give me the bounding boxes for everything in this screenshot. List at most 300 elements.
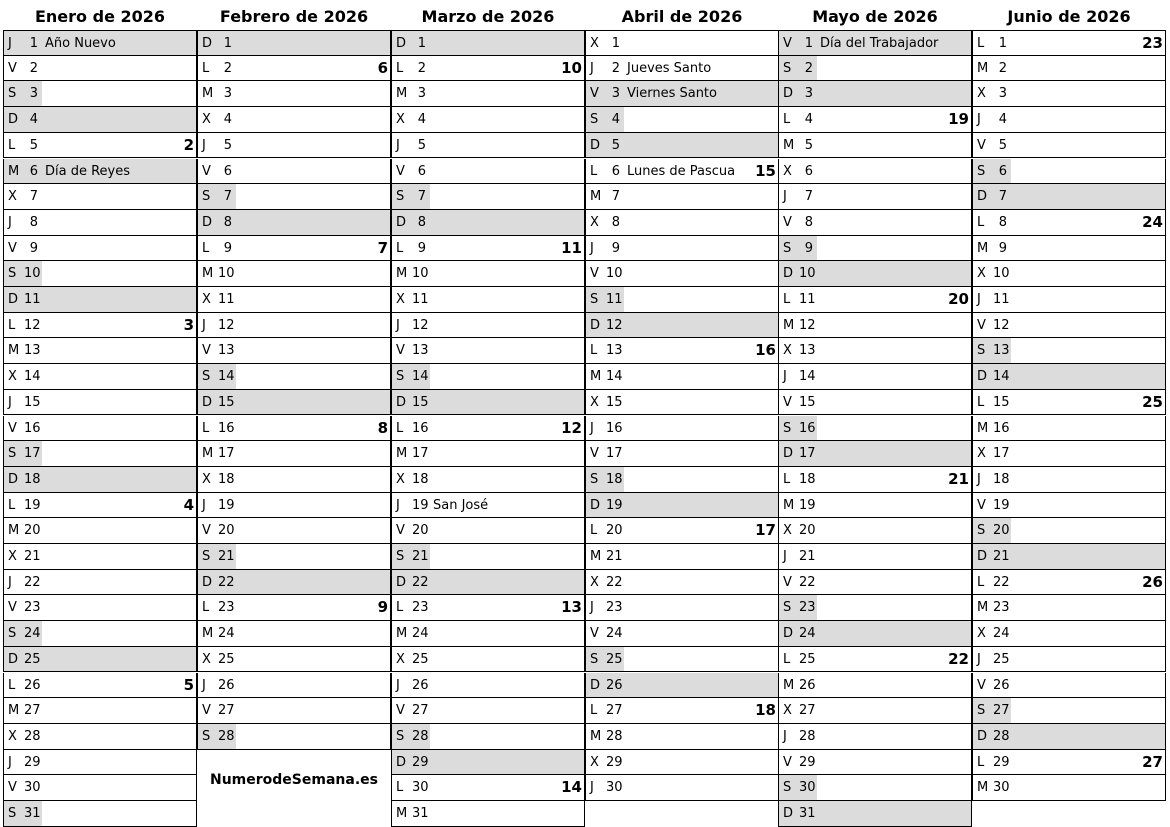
weekday-letter: L xyxy=(8,497,16,513)
day-number: 24 xyxy=(993,626,1010,642)
day-number: 31 xyxy=(799,806,816,821)
weekday-letter: V xyxy=(8,240,17,256)
day-number: 20 xyxy=(799,523,816,539)
day-row xyxy=(391,30,585,56)
day-row xyxy=(197,595,391,621)
month-column xyxy=(391,0,585,827)
day-number: 5 xyxy=(29,137,38,153)
day-number: 25 xyxy=(606,651,623,667)
day-row xyxy=(391,493,585,519)
day-number: 9 xyxy=(998,240,1007,256)
weekday-letter: M xyxy=(202,86,214,102)
day-number: 26 xyxy=(412,677,429,693)
day-number: 11 xyxy=(412,292,429,307)
weekday-letter: V xyxy=(977,317,986,333)
day-number: 2 xyxy=(998,60,1007,76)
weekday-letter: J xyxy=(977,292,981,307)
day-number: 14 xyxy=(993,369,1010,385)
week-number: 3 xyxy=(183,315,194,334)
day-row xyxy=(972,81,1166,107)
day-row xyxy=(585,159,779,185)
weekday-letter: V xyxy=(590,86,599,102)
day-row xyxy=(585,364,779,390)
day-row xyxy=(778,750,972,776)
weekday-letter: X xyxy=(590,754,599,770)
day-row xyxy=(778,261,972,287)
day-row xyxy=(3,493,197,519)
day-row xyxy=(778,338,972,364)
weekday-letter: D xyxy=(8,292,19,307)
weekday-letter: S xyxy=(977,523,986,539)
weekday-letter: V xyxy=(977,497,986,513)
day-row xyxy=(391,750,585,776)
day-number: 27 xyxy=(218,703,235,719)
day-number: 19 xyxy=(218,497,235,513)
day-row xyxy=(972,338,1166,364)
month-title: Marzo de 2026 xyxy=(421,7,555,26)
day-row xyxy=(778,107,972,133)
day-number: 15 xyxy=(799,394,816,410)
week-number: 8 xyxy=(377,418,388,437)
week-number: 19 xyxy=(948,110,969,129)
weekday-letter: X xyxy=(590,36,599,51)
day-row xyxy=(585,518,779,544)
day-number: 19 xyxy=(24,497,41,513)
day-row xyxy=(197,338,391,364)
weekday-letter: S xyxy=(590,292,599,307)
day-number: 22 xyxy=(799,574,816,590)
day-row xyxy=(3,338,197,364)
weekday-letter: J xyxy=(8,36,12,51)
day-number: 25 xyxy=(412,651,429,667)
day-row xyxy=(585,698,779,724)
day-number: 26 xyxy=(993,677,1010,693)
holiday-name: Jueves Santo xyxy=(627,60,712,76)
day-number: 19 xyxy=(606,497,623,513)
weekday-letter: L xyxy=(202,420,210,436)
day-row xyxy=(197,698,391,724)
day-number: 27 xyxy=(412,703,429,719)
day-row xyxy=(585,441,779,467)
day-number: 1 xyxy=(223,36,232,51)
day-number: 8 xyxy=(998,214,1007,230)
day-number: 23 xyxy=(799,600,816,616)
day-row xyxy=(391,236,585,262)
day-number: 21 xyxy=(412,549,429,564)
day-row xyxy=(972,775,1166,801)
day-number: 21 xyxy=(993,549,1010,564)
day-row xyxy=(972,107,1166,133)
day-row xyxy=(197,159,391,185)
weekday-letter: V xyxy=(202,703,211,719)
day-number: 23 xyxy=(412,600,429,616)
day-row xyxy=(391,595,585,621)
day-number: 1 xyxy=(998,36,1007,51)
day-number: 26 xyxy=(606,677,623,693)
weekday-letter: S xyxy=(977,343,986,359)
weekday-letter: M xyxy=(977,420,989,436)
weekday-letter: J xyxy=(783,369,787,385)
weekday-letter: X xyxy=(977,626,986,642)
month-column xyxy=(778,0,972,827)
day-number: 25 xyxy=(799,651,816,667)
day-row xyxy=(972,724,1166,750)
day-number: 17 xyxy=(412,446,429,462)
day-number: 1 xyxy=(611,36,620,51)
day-number: 4 xyxy=(611,112,620,128)
weekday-letter: V xyxy=(977,677,986,693)
day-number: 23 xyxy=(218,600,235,616)
week-number: 27 xyxy=(1142,752,1163,771)
week-number: 13 xyxy=(561,598,582,617)
day-number: 28 xyxy=(24,728,41,744)
day-number: 14 xyxy=(606,369,623,385)
weekday-letter: L xyxy=(977,394,985,410)
day-row xyxy=(585,416,779,442)
holiday-name: Día del Trabajador xyxy=(820,36,939,51)
day-number: 16 xyxy=(218,420,235,436)
weekday-letter: M xyxy=(783,497,795,513)
day-row xyxy=(972,647,1166,673)
holiday-name: Año Nuevo xyxy=(45,36,116,51)
day-number: 27 xyxy=(606,703,623,719)
day-row xyxy=(972,467,1166,493)
day-row xyxy=(972,56,1166,82)
day-number: 24 xyxy=(218,626,235,642)
day-number: 29 xyxy=(24,754,41,770)
day-row xyxy=(3,416,197,442)
day-number: 3 xyxy=(223,86,232,102)
weekday-letter: D xyxy=(396,394,407,410)
day-number: 13 xyxy=(24,343,41,359)
day-row xyxy=(197,544,391,570)
weekday-letter: J xyxy=(396,137,400,153)
day-number: 26 xyxy=(218,677,235,693)
day-row xyxy=(972,595,1166,621)
day-row xyxy=(972,313,1166,339)
weekday-letter: S xyxy=(590,471,599,487)
weekday-letter: M xyxy=(8,163,20,179)
day-number: 30 xyxy=(993,780,1010,796)
day-row xyxy=(585,107,779,133)
day-row xyxy=(585,81,779,107)
day-row xyxy=(778,673,972,699)
day-number: 25 xyxy=(218,651,235,667)
day-number: 4 xyxy=(804,112,813,128)
weekday-letter: X xyxy=(783,343,792,359)
day-number: 30 xyxy=(606,780,623,796)
day-number: 4 xyxy=(998,112,1007,128)
weekday-letter: L xyxy=(590,703,598,719)
week-number: 18 xyxy=(755,701,776,720)
weekday-letter: D xyxy=(396,574,407,590)
day-number: 17 xyxy=(24,446,41,462)
week-number: 26 xyxy=(1142,572,1163,591)
day-number: 17 xyxy=(606,446,623,462)
day-row xyxy=(3,595,197,621)
day-row xyxy=(391,184,585,210)
day-row xyxy=(778,184,972,210)
day-number: 5 xyxy=(998,137,1007,153)
day-number: 7 xyxy=(29,189,38,205)
day-number: 27 xyxy=(993,703,1010,719)
weekday-letter: L xyxy=(202,600,210,616)
weekday-letter: D xyxy=(977,189,988,205)
day-number: 30 xyxy=(24,780,41,796)
weekday-letter: V xyxy=(590,266,599,282)
day-number: 16 xyxy=(993,420,1010,436)
day-row xyxy=(778,441,972,467)
day-row xyxy=(3,570,197,596)
day-number: 28 xyxy=(606,728,623,744)
weekday-letter: J xyxy=(783,189,787,205)
weekday-letter: S xyxy=(783,420,792,436)
day-row xyxy=(585,673,779,699)
month-column xyxy=(197,0,391,827)
day-row xyxy=(3,159,197,185)
day-row xyxy=(197,673,391,699)
day-row xyxy=(197,184,391,210)
day-row xyxy=(3,441,197,467)
weekday-letter: S xyxy=(8,86,17,102)
day-number: 5 xyxy=(223,137,232,153)
weekday-letter: V xyxy=(783,574,792,590)
day-number: 14 xyxy=(218,369,235,385)
weekday-letter: S xyxy=(8,446,17,462)
day-number: 13 xyxy=(606,343,623,359)
day-number: 31 xyxy=(24,806,41,821)
week-number: 21 xyxy=(948,469,969,488)
weekday-letter: V xyxy=(202,163,211,179)
weekday-letter: X xyxy=(8,728,17,744)
day-row xyxy=(197,724,391,750)
day-row xyxy=(197,210,391,236)
day-row xyxy=(3,30,197,56)
weekday-letter: L xyxy=(590,343,598,359)
day-number: 10 xyxy=(218,266,235,282)
weekday-letter: L xyxy=(396,240,404,256)
day-number: 26 xyxy=(799,677,816,693)
day-number: 17 xyxy=(993,446,1010,462)
weekday-letter: S xyxy=(783,240,792,256)
weekday-letter: S xyxy=(396,549,405,564)
day-row xyxy=(3,698,197,724)
weekday-letter: D xyxy=(977,728,988,744)
day-row xyxy=(585,210,779,236)
day-number: 3 xyxy=(611,86,620,102)
day-number: 17 xyxy=(218,446,235,462)
day-number: 15 xyxy=(218,394,235,410)
day-number: 20 xyxy=(606,523,623,539)
day-row xyxy=(972,287,1166,313)
weekday-letter: D xyxy=(783,266,794,282)
day-row xyxy=(391,287,585,313)
day-row xyxy=(3,313,197,339)
weekday-letter: V xyxy=(396,343,405,359)
weekday-letter: J xyxy=(590,240,594,256)
day-row xyxy=(197,81,391,107)
day-number: 19 xyxy=(993,497,1010,513)
day-row xyxy=(972,390,1166,416)
day-number: 14 xyxy=(24,369,41,385)
day-number: 18 xyxy=(218,471,235,487)
day-row xyxy=(972,159,1166,185)
day-row xyxy=(197,570,391,596)
weekday-letter: D xyxy=(977,549,988,564)
day-number: 25 xyxy=(993,651,1010,667)
day-row xyxy=(3,81,197,107)
day-number: 2 xyxy=(804,60,813,76)
day-row xyxy=(585,647,779,673)
day-row xyxy=(972,544,1166,570)
day-row xyxy=(585,287,779,313)
month-title: Abril de 2026 xyxy=(621,7,743,26)
day-row xyxy=(197,621,391,647)
week-number: 7 xyxy=(377,238,388,257)
week-number: 23 xyxy=(1142,34,1163,52)
day-number: 16 xyxy=(412,420,429,436)
day-number: 23 xyxy=(993,600,1010,616)
day-number: 14 xyxy=(412,369,429,385)
weekday-letter: V xyxy=(783,394,792,410)
day-number: 3 xyxy=(998,86,1007,102)
day-row xyxy=(778,416,972,442)
day-row xyxy=(972,30,1166,56)
weekday-letter: M xyxy=(783,317,795,333)
day-number: 10 xyxy=(412,266,429,282)
week-number: 2 xyxy=(183,135,194,154)
day-row xyxy=(391,390,585,416)
day-row xyxy=(197,518,391,544)
day-number: 4 xyxy=(417,112,426,128)
day-row xyxy=(972,133,1166,159)
day-row xyxy=(778,236,972,262)
day-number: 20 xyxy=(993,523,1010,539)
weekday-letter: D xyxy=(202,574,213,590)
day-number: 18 xyxy=(799,471,816,487)
weekday-letter: L xyxy=(783,292,791,307)
weekday-letter: S xyxy=(202,369,211,385)
holiday-name: Día de Reyes xyxy=(45,163,131,179)
weekday-letter: D xyxy=(783,86,794,102)
day-row xyxy=(3,518,197,544)
weekday-letter: D xyxy=(783,446,794,462)
day-number: 6 xyxy=(417,163,426,179)
day-number: 7 xyxy=(998,189,1007,205)
weekday-letter: M xyxy=(783,677,795,693)
weekday-letter: J xyxy=(8,754,12,770)
day-row xyxy=(585,30,779,56)
day-number: 11 xyxy=(799,292,816,307)
weekday-letter: M xyxy=(8,523,20,539)
day-number: 24 xyxy=(24,626,41,642)
day-number: 12 xyxy=(218,317,235,333)
day-row xyxy=(972,493,1166,519)
day-number: 12 xyxy=(24,317,41,333)
weekday-letter: X xyxy=(396,112,405,128)
day-number: 8 xyxy=(417,214,426,230)
weekday-letter: X xyxy=(8,369,17,385)
day-row xyxy=(972,210,1166,236)
day-row xyxy=(585,338,779,364)
weekday-letter: M xyxy=(396,86,408,102)
month-title: Enero de 2026 xyxy=(34,7,166,26)
day-row xyxy=(391,416,585,442)
day-row xyxy=(778,364,972,390)
day-row xyxy=(391,621,585,647)
day-row xyxy=(585,621,779,647)
day-number: 12 xyxy=(799,317,816,333)
day-number: 15 xyxy=(993,394,1010,410)
day-number: 6 xyxy=(223,163,232,179)
weekday-letter: J xyxy=(396,497,400,513)
day-number: 21 xyxy=(799,549,816,564)
day-number: 24 xyxy=(606,626,623,642)
weekday-letter: M xyxy=(977,600,989,616)
day-row xyxy=(391,544,585,570)
day-number: 25 xyxy=(24,651,41,667)
weekday-letter: V xyxy=(8,600,17,616)
site-brand: NumerodeSemana.es xyxy=(210,772,378,788)
day-row xyxy=(197,416,391,442)
day-row xyxy=(197,30,391,56)
week-number: 12 xyxy=(561,418,582,437)
day-number: 20 xyxy=(218,523,235,539)
weekday-letter: X xyxy=(8,549,17,564)
day-row xyxy=(585,595,779,621)
weekday-letter: V xyxy=(590,446,599,462)
weekday-letter: S xyxy=(202,189,211,205)
day-row xyxy=(972,441,1166,467)
weekday-letter: V xyxy=(8,780,17,796)
day-number: 8 xyxy=(29,214,38,230)
day-number: 5 xyxy=(804,137,813,153)
weekday-letter: J xyxy=(396,317,400,333)
weekday-letter: M xyxy=(8,343,20,359)
weekday-letter: L xyxy=(977,574,985,590)
day-number: 21 xyxy=(218,549,235,564)
day-row xyxy=(3,184,197,210)
week-number: 4 xyxy=(183,495,194,514)
weekday-letter: D xyxy=(202,36,213,51)
weekday-letter: M xyxy=(396,266,408,282)
day-row xyxy=(3,467,197,493)
weekday-letter: M xyxy=(590,549,602,564)
day-number: 28 xyxy=(799,728,816,744)
weekday-letter: J xyxy=(396,677,400,693)
day-row xyxy=(778,56,972,82)
day-row xyxy=(391,56,585,82)
week-number: 16 xyxy=(755,341,776,360)
day-row xyxy=(391,364,585,390)
day-row xyxy=(778,210,972,236)
weekday-letter: D xyxy=(396,214,407,230)
day-row xyxy=(197,133,391,159)
day-number: 11 xyxy=(218,292,235,307)
weekday-letter: S xyxy=(396,189,405,205)
day-row xyxy=(778,647,972,673)
day-number: 26 xyxy=(24,677,41,693)
day-row xyxy=(585,313,779,339)
weekday-letter: J xyxy=(202,317,206,333)
day-number: 9 xyxy=(804,240,813,256)
day-number: 13 xyxy=(218,343,235,359)
day-number: 22 xyxy=(412,574,429,590)
weekday-letter: M xyxy=(396,806,408,821)
day-row xyxy=(972,416,1166,442)
weekday-letter: M xyxy=(590,189,602,205)
weekday-letter: X xyxy=(977,446,986,462)
